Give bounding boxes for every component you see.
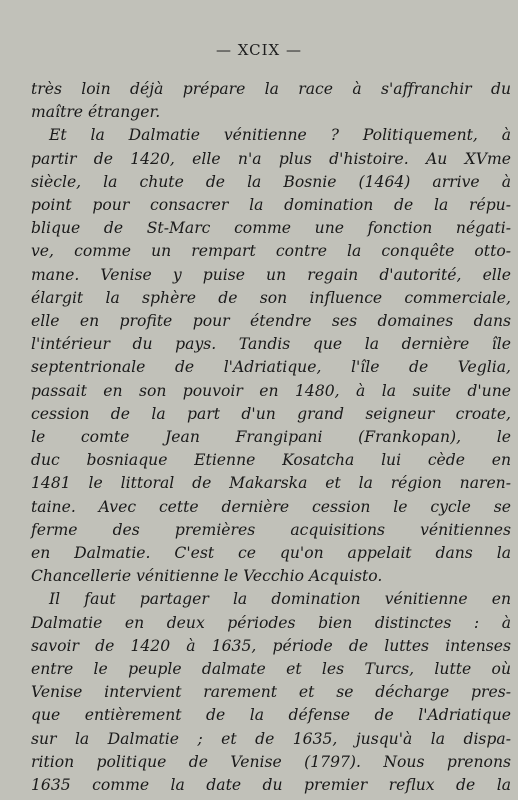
text-line: maître étranger. (31, 103, 161, 122)
body-text (31, 78, 511, 797)
text-line: taine. Avec cette dernière cession le cycle se (31, 497, 511, 516)
text-line: rition politique de Venise (1797). Nous prenons (31, 752, 511, 771)
text-line: élargit la sphère de son influence commerciale, (31, 288, 511, 307)
text-line: siècle, la chute de la Bosnie (1464) arrive à (31, 172, 511, 191)
text-line: que entièrement de la défense de l'Adriatique (31, 706, 511, 725)
text-line: entre le peuple dalmate et les Turcs, lutte où (31, 660, 511, 679)
text-line: partir de 1420, elle n'a plus d'histoire. Au XVme (31, 149, 511, 168)
text-line: mane. Venise y puise un regain d'autorité, elle (31, 265, 511, 284)
text-line: en Dalmatie. C'est ce qu'on appelait dans la (31, 544, 511, 563)
text-line: Il faut partager la domination vénitienne en (49, 590, 511, 609)
text-line: très loin déjà prépare la race à s'affranchir du (31, 80, 511, 98)
text-line: blique de St-Marc comme une fonction négati- (31, 219, 511, 238)
text-line: cession de la part d'un grand seigneur croate, (31, 404, 511, 423)
text-line: l'intérieur du pays. Tandis que la dernière île (31, 335, 511, 354)
text-line: elle en profite pour étendre ses domaines dans (31, 312, 511, 331)
text-line: duc bosniaque Etienne Kosatcha lui cède en (31, 451, 511, 470)
text-line: Et la Dalmatie vénitienne ? Politiquement, à (49, 126, 511, 145)
text-line: 1481 le littoral de Makarska et la région naren- (31, 474, 511, 493)
text-line: 1635 comme la date du premier reflux de la (31, 776, 511, 795)
text-line: ve, comme un rempart contre la conquête otto- (31, 242, 511, 261)
text-line: passait en son pouvoir en 1480, à la suite d'une (31, 381, 511, 400)
text-line: ferme des premières acquisitions vénitiennes (31, 520, 511, 539)
text-line: point pour consacrer la domination de la répu- (31, 196, 511, 215)
text-line: sur la Dalmatie ; et de 1635, jusqu'à la dispa- (31, 729, 511, 748)
text-line: septentrionale de l'Adriatique, l'île de Veglia, (31, 358, 511, 377)
text-line: Venise intervient rarement et se décharge pres- (31, 683, 511, 702)
text-line: Chancellerie vénitienne le Vecchio Acquisto. (31, 567, 383, 586)
page-number-header: — XCIX — (215, 41, 303, 59)
text-line: Dalmatie en deux périodes bien distinctes : à (31, 613, 511, 632)
text-line: le comte Jean Frangipani (Frankopan), le (31, 428, 511, 447)
text-line: savoir de 1420 à 1635, période de luttes intenses (31, 636, 511, 655)
